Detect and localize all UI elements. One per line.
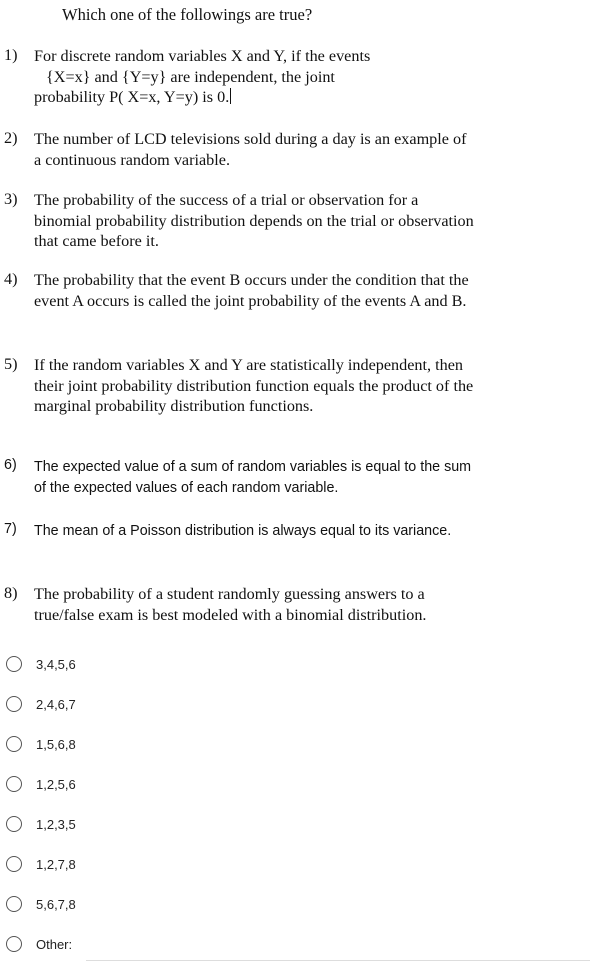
statement-text: The mean of a Poisson distribution is always equal to its variance. [34, 523, 452, 539]
statement-text: The number of LCD televisions sold during a day is an example of a continuous random variable. [34, 130, 467, 169]
question-title: Which one of the followings are true? [62, 5, 313, 24]
option-2[interactable] [6, 684, 590, 724]
option-6[interactable] [6, 844, 590, 884]
option-label: 1,2,5,6 [36, 776, 76, 792]
answer-options [6, 644, 590, 964]
option-label: 3,4,5,6 [36, 656, 76, 672]
other-input[interactable] [86, 938, 590, 961]
statement-number: 1) [4, 46, 18, 64]
statement-4 [4, 270, 474, 311]
statement-text: The probability that the event B occurs under the condition that the event A occurs is called the joint probability of the events A and B. [34, 271, 469, 310]
option-label: 2,4,6,7 [36, 696, 76, 712]
option-other[interactable] [6, 924, 590, 964]
statement-number: 7) [4, 521, 17, 537]
statement-7 [4, 521, 474, 542]
statement-3 [4, 190, 474, 252]
statement-number: 6) [4, 457, 17, 473]
statement-text: If the random variables X and Y are statistically independent, then their joint probability distribution function equals the product of the marginal probability distribution functions. [34, 356, 474, 415]
statement-number: 5) [4, 355, 18, 373]
radio-button[interactable] [6, 776, 22, 792]
statement-number: 3) [4, 190, 18, 208]
option-label: 1,2,3,5 [36, 816, 76, 832]
radio-button[interactable] [6, 856, 22, 872]
statement-number: 8) [4, 584, 18, 602]
option-1[interactable] [6, 644, 590, 684]
statement-text: The probability of a student randomly guessing answers to a true/false exam is best modeled with a binomial distribution. [34, 585, 427, 624]
option-4[interactable] [6, 764, 590, 804]
text-cursor [230, 88, 231, 104]
radio-button[interactable] [6, 696, 22, 712]
option-label: 5,6,7,8 [36, 896, 76, 912]
statement-number: 2) [4, 129, 18, 147]
option-7[interactable] [6, 884, 590, 924]
statement-6 [4, 457, 474, 499]
statement-2 [4, 129, 474, 170]
radio-button[interactable] [6, 736, 22, 752]
statement-text: For discrete random variables X and Y, if the events {X=x} and {Y=y} are independent, the joint probability P( X=x, Y=y) is 0. [34, 47, 371, 106]
option-label: 1,5,6,8 [36, 736, 76, 752]
radio-button[interactable] [6, 816, 22, 832]
option-label: 1,2,7,8 [36, 856, 76, 872]
statement-5 [4, 355, 474, 417]
option-3[interactable] [6, 724, 590, 764]
radio-button[interactable] [6, 936, 22, 952]
statement-8 [4, 584, 474, 625]
statement-text: The expected value of a sum of random variables is equal to the sum of the expected values of each random variable. [34, 459, 472, 496]
radio-button[interactable] [6, 896, 22, 912]
other-label: Other: [36, 936, 73, 952]
option-5[interactable] [6, 804, 590, 844]
statement-number: 4) [4, 270, 18, 288]
statement-1 [4, 46, 474, 108]
statement-text: The probability of the success of a trial or observation for a binomial probability distribution depends on the trial or observation that came before it. [34, 191, 474, 250]
radio-button[interactable] [6, 656, 22, 672]
